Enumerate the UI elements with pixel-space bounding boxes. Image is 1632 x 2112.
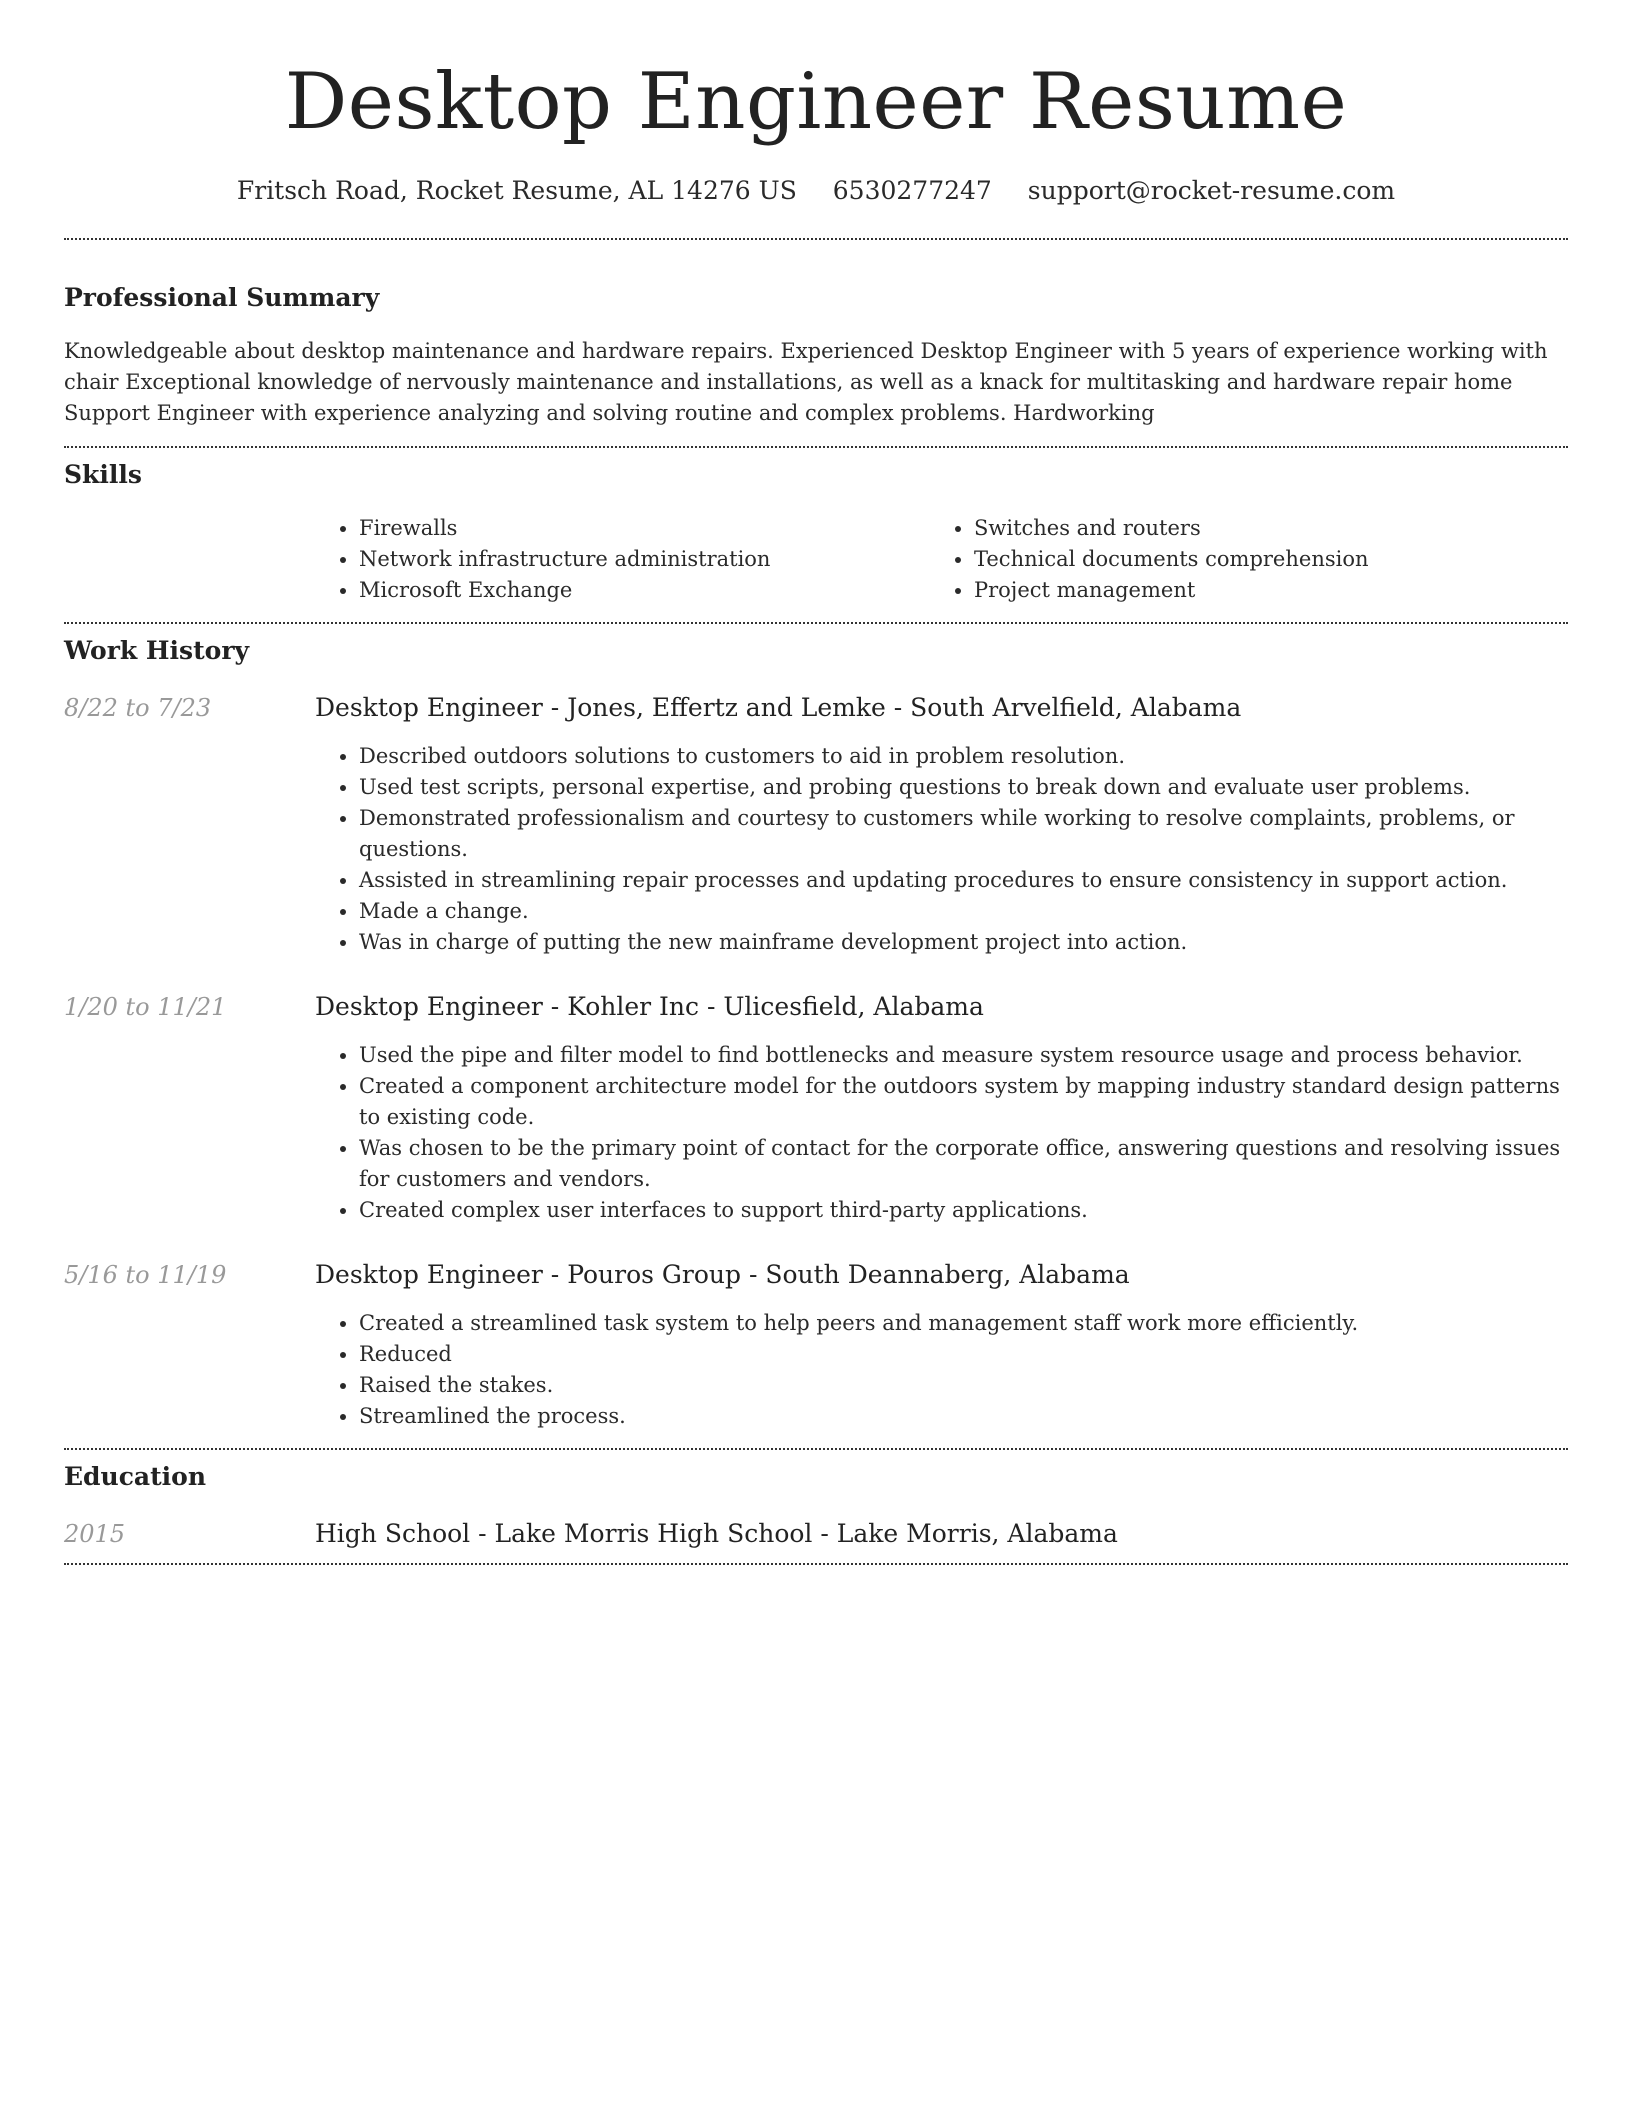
contact-phone: 6530277247 [832,176,992,205]
skill-item: • Project management [974,575,1545,606]
skills-grid [315,513,1568,606]
job-bullet: • Raised the stakes. [359,1370,1568,1401]
job-dates: 1/20 to 11/21 [64,993,227,1021]
skills-heading: Skills [64,460,142,489]
job-bullets [315,1040,1568,1226]
education-section [64,1450,1568,1549]
skill-item: • Switches and routers [974,513,1545,544]
job-bullet: • Created a component architecture model for the outdoors system by mapping industry standard design patterns to existing code. [359,1071,1568,1133]
work-section [64,624,1568,1448]
job-title: Desktop Engineer - Kohler Inc - Ulicesfield, Alabama [315,992,984,1021]
job-bullet: • Made a change. [359,896,1568,927]
job-bullet: • Was chosen to be the primary point of contact for the corporate office, answering questions and resolving issues for customers and vendors. [359,1133,1568,1195]
job-bullet: • Used test scripts, personal expertise, and probing questions to break down and evaluate user problems. [359,772,1568,803]
skill-item: • Technical documents comprehension [974,544,1545,575]
job-bullet: • Created complex user interfaces to support third-party applications. [359,1195,1568,1226]
job-entry [64,693,1568,958]
skills-section [64,448,1568,606]
skill-item: • Microsoft Exchange [359,575,930,606]
education-year: 2015 [64,1520,126,1548]
education-title: High School - Lake Morris High School - Lake Morris, Alabama [315,1519,1118,1548]
job-body [315,693,1568,958]
work-heading: Work History [64,636,250,665]
job-body [315,992,1568,1226]
contact-line [64,176,1568,206]
skills-column-right [930,513,1545,606]
job-entry [64,1260,1568,1448]
summary-section [64,240,1568,429]
job-bullet: • Created a streamlined task system to help peers and management staff work more efficiently. [359,1308,1568,1339]
job-bullets [315,741,1568,958]
job-bullet: • Used the pipe and filter model to find bottlenecks and measure system resource usage and process behavior. [359,1040,1568,1071]
education-entry [64,1519,1568,1549]
skill-item: • Firewalls [359,513,930,544]
job-title: Desktop Engineer - Jones, Effertz and Lemke - South Arvelfield, Alabama [315,693,1242,722]
education-heading: Education [64,1462,207,1491]
job-bullet: • Demonstrated professionalism and courtesy to customers while working to resolve complaints, problems, or questions. [359,803,1568,865]
contact-email: support@rocket-resume.com [1027,176,1396,205]
summary-heading: Professional Summary [64,283,380,312]
job-entry [64,992,1568,1226]
divider [64,1563,1568,1565]
job-bullet: • Streamlined the process. [359,1401,1568,1432]
skill-item: • Network infrastructure administration [359,544,930,575]
job-dates: 8/22 to 7/23 [64,694,212,722]
job-bullets [315,1308,1568,1432]
education-body [315,1519,1568,1549]
job-bullet: • Reduced [359,1339,1568,1370]
resume-page [64,0,1568,1565]
job-bullet: • Assisted in streamlining repair processes and updating procedures to ensure consistency in support action. [359,865,1568,896]
contact-address: Fritsch Road, Rocket Resume, AL 14276 US [236,176,797,205]
job-dates: 5/16 to 11/19 [64,1261,227,1289]
job-bullet: • Described outdoors solutions to customers to aid in problem resolution. [359,741,1568,772]
resume-title: Desktop Engineer Resume [284,57,1348,147]
summary-text: Knowledgeable about desktop maintenance and hardware repairs. Experienced Desktop Engineer with 5 years of experience working with chair Exceptional knowledge of nervously maintenance and installations, as well as a knack for multitasking and hardware repair home Support Engineer with experience analyzing and solving routine and complex problems. Hardworking [64,339,1548,425]
job-body [315,1260,1568,1448]
job-bullet: • Was in charge of putting the new mainframe development project into action. [359,927,1568,958]
skills-column-left [315,513,930,606]
job-title: Desktop Engineer - Pouros Group - South Deannaberg, Alabama [315,1260,1130,1289]
